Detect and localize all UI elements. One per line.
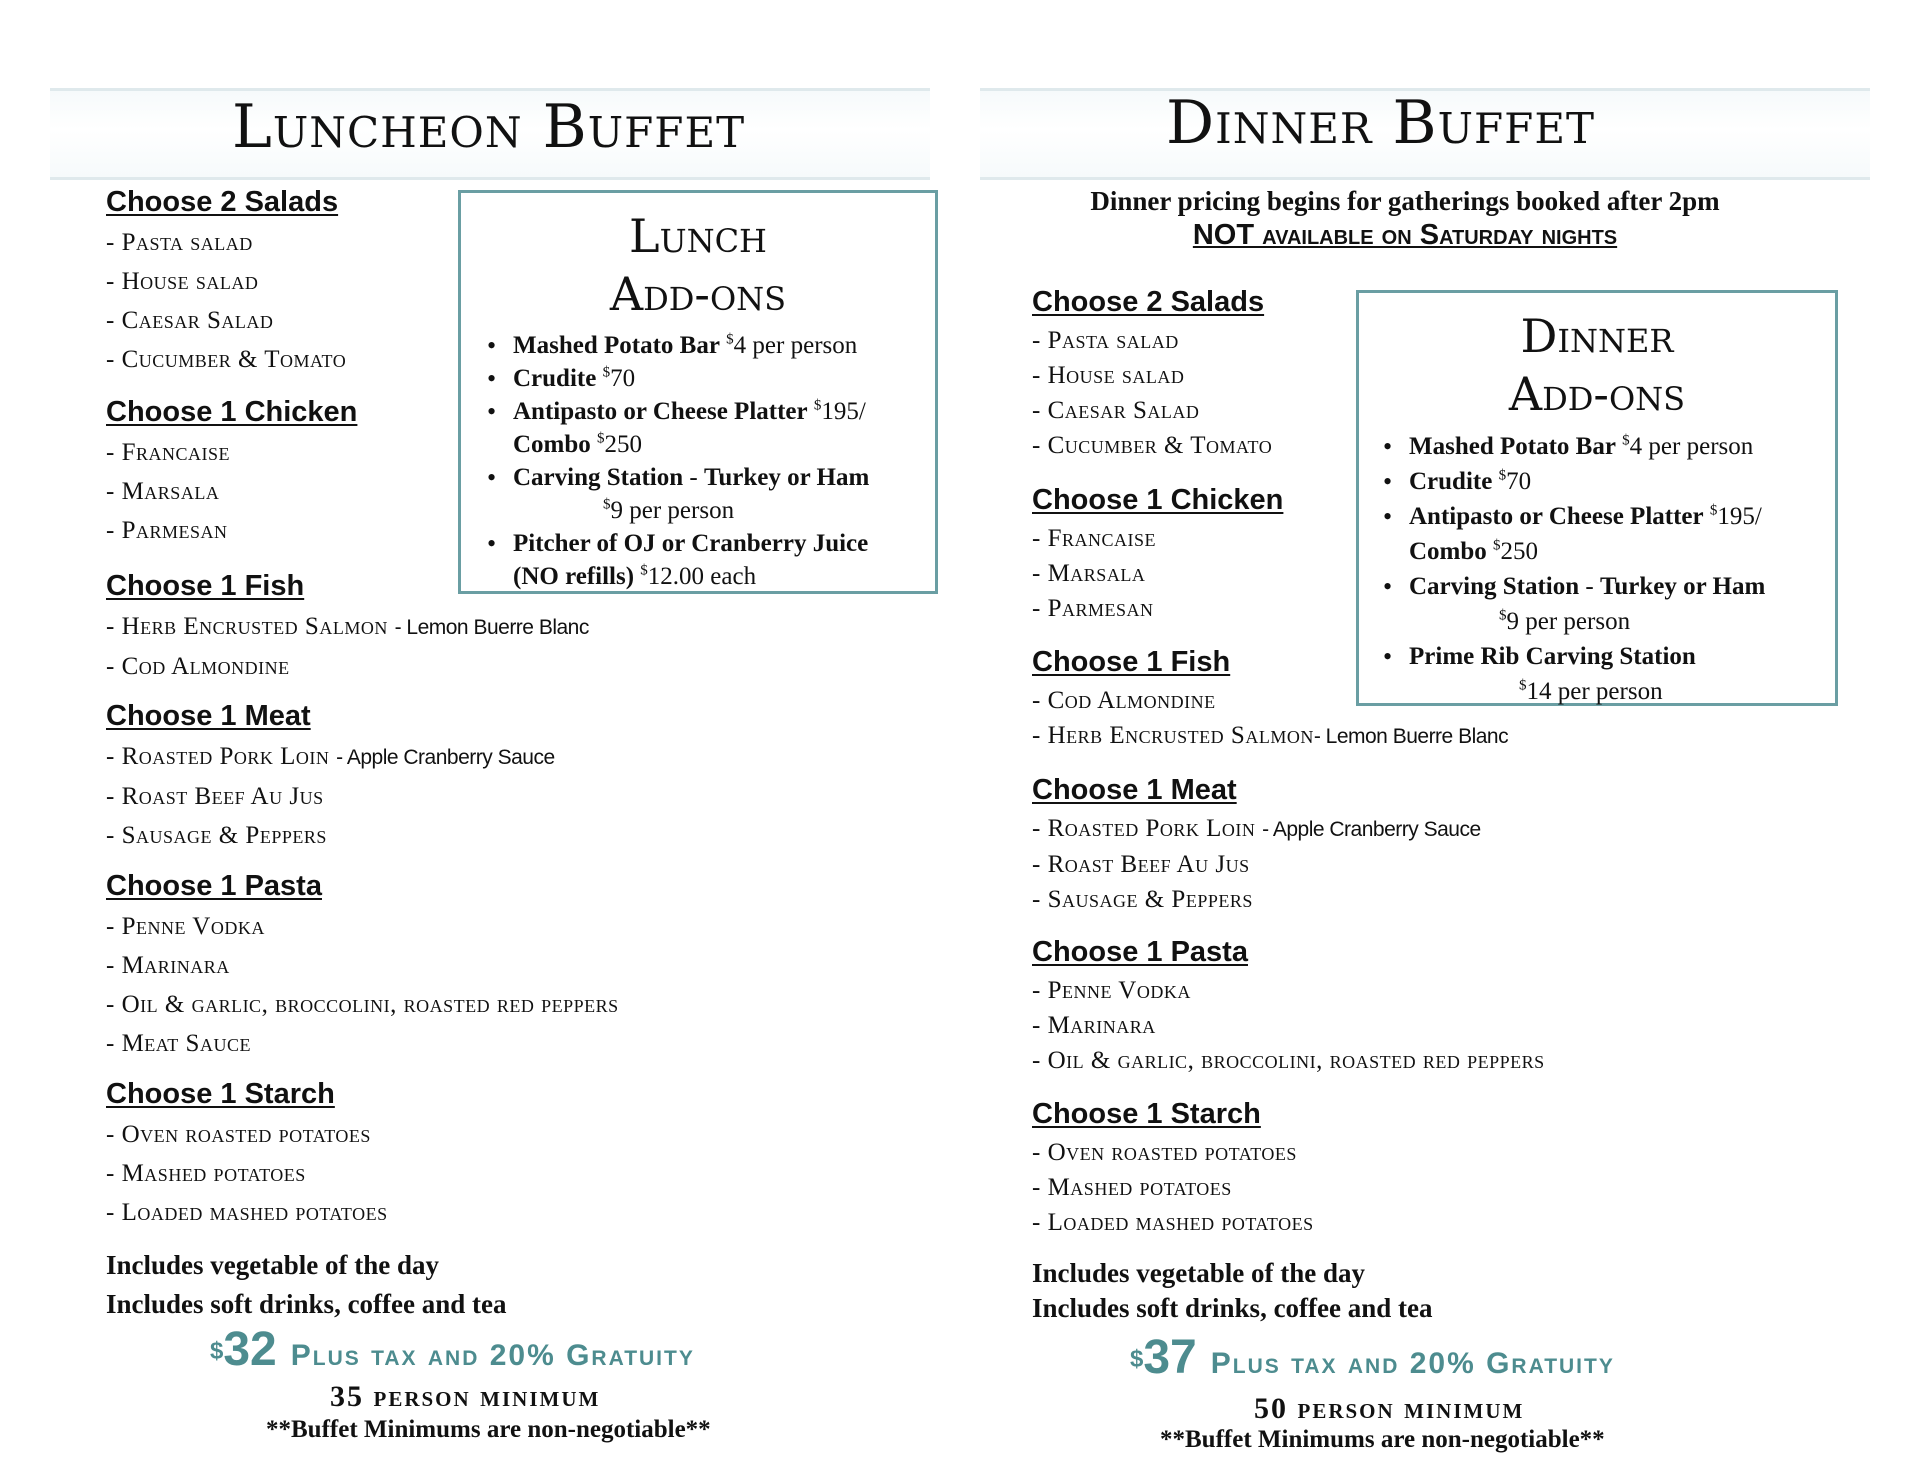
list-item: - Pasta salad bbox=[106, 229, 253, 256]
dinner-salads-section bbox=[1032, 286, 1272, 463]
section-heading: Choose 1 Meat bbox=[1032, 774, 1237, 806]
dinner-price bbox=[1130, 1330, 1615, 1385]
list-item: - Marinara bbox=[1032, 1012, 1156, 1039]
list-item: - Penne Vodka bbox=[1032, 977, 1191, 1004]
includes-line: Includes vegetable of the day bbox=[1032, 1258, 1365, 1288]
section-heading: Choose 1 Chicken bbox=[106, 396, 358, 428]
list-item: - Loaded mashed potatoes bbox=[106, 1199, 388, 1226]
section-heading: Choose 2 Salads bbox=[1032, 286, 1265, 318]
addons-title-line: Add-ons bbox=[1508, 367, 1686, 421]
list-item: - Oil & garlic, broccolini, roasted red peppers bbox=[106, 991, 619, 1018]
luncheon-chicken-section bbox=[106, 396, 357, 550]
list-item: - Mashed potatoes bbox=[1032, 1174, 1232, 1201]
addons-title bbox=[461, 207, 935, 323]
list-item: - Pasta salad bbox=[1032, 327, 1179, 354]
list-item: - Meat Sauce bbox=[106, 1030, 251, 1057]
dinner-minimum: 50 person minimum bbox=[1254, 1392, 1525, 1425]
item-text: - Herb Encrusted Salmon bbox=[106, 613, 388, 640]
section-heading: Choose 1 Pasta bbox=[106, 870, 322, 902]
list-item: - Cucumber & Tomato bbox=[106, 346, 347, 373]
item-note: - Apple Cranberry Sauce bbox=[1262, 818, 1481, 841]
list-item: - House salad bbox=[1032, 362, 1185, 389]
luncheon-title: Luncheon Buffet bbox=[232, 92, 746, 162]
list-item: - Sausage & Peppers bbox=[1032, 886, 1253, 913]
luncheon-starch-section bbox=[106, 1078, 388, 1232]
list-item: - Parmesan bbox=[1032, 595, 1154, 622]
section-heading: Choose 2 Salads bbox=[106, 186, 339, 218]
list-item: - Marsala bbox=[106, 478, 220, 505]
addon-item: • Mashed Potato Bar $4 per person bbox=[513, 329, 935, 362]
luncheon-price bbox=[210, 1322, 695, 1377]
price-terms: Plus tax and 20% Gratuity bbox=[290, 1339, 695, 1372]
dinner-chicken-section bbox=[1032, 484, 1283, 626]
list-item: - Francaise bbox=[106, 439, 230, 466]
luncheon-meat-section bbox=[106, 700, 555, 855]
list-item: - Oven roasted potatoes bbox=[1032, 1139, 1297, 1166]
addon-item: • Carving Station - Turkey or Ham $9 per person bbox=[1409, 569, 1835, 639]
list-item: - Oil & garlic, broccolini, roasted red peppers bbox=[1032, 1047, 1545, 1074]
dinner-includes bbox=[1032, 1256, 1433, 1326]
addons-title-line: Dinner bbox=[1520, 309, 1674, 363]
section-heading: Choose 1 Pasta bbox=[1032, 936, 1248, 968]
list-item bbox=[1032, 718, 1508, 754]
section-heading: Choose 1 Chicken bbox=[1032, 484, 1284, 516]
list-item: - House salad bbox=[106, 268, 259, 295]
list-item: - Caesar Salad bbox=[106, 307, 274, 334]
list-item: - Loaded mashed potatoes bbox=[1032, 1209, 1314, 1236]
addon-item: • Carving Station - Turkey or Ham $9 per person bbox=[513, 461, 935, 527]
addons-title-line: Add-ons bbox=[609, 267, 787, 321]
dinner-title: Dinner Buffet bbox=[1166, 88, 1595, 158]
item-note: - Lemon Buerre Blanc bbox=[394, 616, 589, 639]
luncheon-minimum: 35 person minimum bbox=[330, 1380, 601, 1413]
addon-item: • Mashed Potato Bar $4 per person bbox=[1409, 429, 1835, 464]
list-item: - Marinara bbox=[106, 952, 230, 979]
luncheon-salads-section bbox=[106, 186, 346, 379]
dinner-pasta-section bbox=[1032, 936, 1545, 1078]
price-amount: 37 bbox=[1143, 1331, 1197, 1384]
list-item bbox=[106, 737, 555, 777]
dinner-subtitle-block bbox=[1080, 186, 1730, 252]
section-heading: Choose 1 Fish bbox=[106, 570, 305, 602]
item-text: - Roasted Pork Loin bbox=[106, 743, 330, 770]
dinner-addons-box bbox=[1356, 290, 1838, 706]
addons-title bbox=[1359, 307, 1835, 423]
list-item bbox=[1032, 811, 1481, 847]
list-item: - Caesar Salad bbox=[1032, 397, 1200, 424]
includes-line: Includes vegetable of the day bbox=[106, 1250, 439, 1280]
includes-line: Includes soft drinks, coffee and tea bbox=[106, 1289, 507, 1319]
luncheon-non-negotiable: **Buffet Minimums are non-negotiable** bbox=[266, 1416, 711, 1443]
dinner-starch-section bbox=[1032, 1098, 1314, 1240]
list-item: - Marsala bbox=[1032, 560, 1146, 587]
section-heading: Choose 1 Starch bbox=[1032, 1098, 1261, 1130]
item-note: - Lemon Buerre Blanc bbox=[1313, 725, 1509, 748]
luncheon-pasta-section bbox=[106, 870, 619, 1063]
list-item: - Sausage & Peppers bbox=[106, 822, 327, 849]
item-text: - Herb Encrusted Salmon bbox=[1032, 722, 1314, 749]
addon-item: • Antipasto or Cheese Platter $195/ Combo $250 bbox=[513, 395, 935, 461]
list-item: - Cod Almondine bbox=[106, 653, 290, 680]
dinner-pricing-note: Dinner pricing begins for gatherings booked after 2pm bbox=[1090, 186, 1720, 216]
luncheon-includes bbox=[106, 1246, 507, 1324]
list-item bbox=[106, 607, 589, 647]
price-currency: $ bbox=[210, 1337, 224, 1365]
list-item: - Roast Beef Au Jus bbox=[1032, 851, 1250, 878]
list-item: - Parmesan bbox=[106, 517, 228, 544]
list-item: - Oven roasted potatoes bbox=[106, 1121, 371, 1148]
addon-item: • Pitcher of OJ or Cranberry Juice (NO refills) $12.00 each bbox=[513, 527, 935, 593]
includes-line: Includes soft drinks, coffee and tea bbox=[1032, 1293, 1433, 1323]
price-amount: 32 bbox=[223, 1323, 277, 1376]
item-note: - Apple Cranberry Sauce bbox=[336, 746, 555, 769]
list-item: - Mashed potatoes bbox=[106, 1160, 306, 1187]
addon-item: • Prime Rib Carving Station $14 per person bbox=[1409, 639, 1835, 709]
section-heading: Choose 1 Fish bbox=[1032, 646, 1231, 678]
dinner-non-negotiable: **Buffet Minimums are non-negotiable** bbox=[1160, 1426, 1605, 1453]
addon-item: • Antipasto or Cheese Platter $195/ Combo $250 bbox=[1409, 499, 1835, 569]
addons-list bbox=[1359, 429, 1835, 709]
addon-item: • Crudite $70 bbox=[513, 362, 935, 395]
saturday-warning: NOT available on Saturday nights bbox=[1192, 219, 1618, 251]
addons-title-line: Lunch bbox=[629, 209, 767, 263]
price-terms: Plus tax and 20% Gratuity bbox=[1210, 1347, 1615, 1380]
addons-list bbox=[461, 329, 935, 593]
list-item: - Cucumber & Tomato bbox=[1032, 432, 1273, 459]
lunch-addons-box bbox=[458, 190, 938, 594]
item-text: - Roasted Pork Loin bbox=[1032, 815, 1256, 842]
addon-item: • Crudite $70 bbox=[1409, 464, 1835, 499]
list-item: - Cod Almondine bbox=[1032, 687, 1216, 714]
price-currency: $ bbox=[1130, 1345, 1144, 1373]
list-item: - Penne Vodka bbox=[106, 913, 265, 940]
dinner-meat-section bbox=[1032, 774, 1481, 917]
list-item: - Roast Beef Au Jus bbox=[106, 783, 324, 810]
section-heading: Choose 1 Starch bbox=[106, 1078, 335, 1110]
dinner-column bbox=[960, 0, 1920, 1484]
list-item: - Francaise bbox=[1032, 525, 1156, 552]
section-heading: Choose 1 Meat bbox=[106, 700, 311, 732]
